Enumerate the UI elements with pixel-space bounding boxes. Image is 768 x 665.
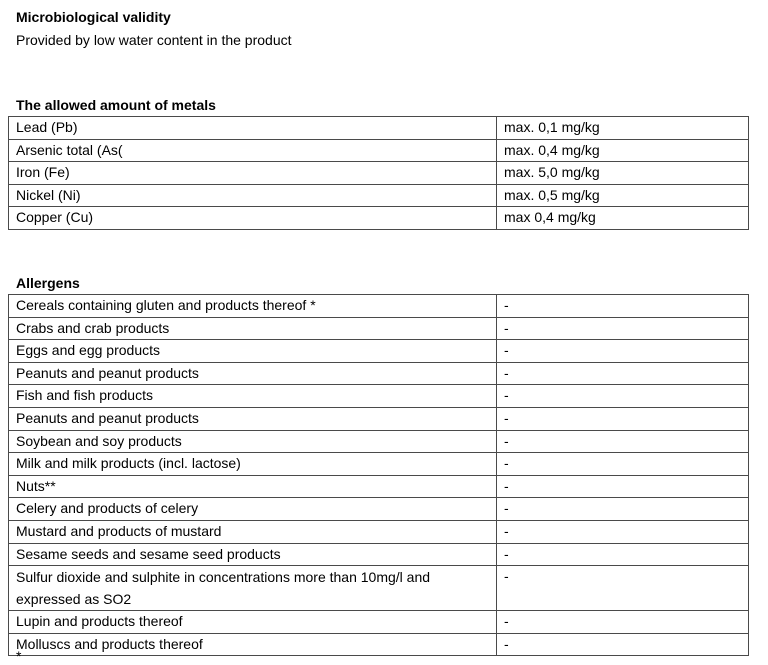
allergen-value: - <box>497 385 749 408</box>
allergen-value: - <box>497 520 749 543</box>
metal-limit: max 0,4 mg/kg <box>497 207 749 230</box>
table-row <box>9 117 749 140</box>
table-row <box>9 520 749 543</box>
table-row <box>9 566 749 611</box>
allergen-value: - <box>497 498 749 521</box>
allergen-value: - <box>497 317 749 340</box>
table-row <box>9 407 749 430</box>
metal-limit: max. 0,1 mg/kg <box>497 117 749 140</box>
allergen-name: Celery and products of celery <box>9 498 497 521</box>
allergen-value: - <box>497 475 749 498</box>
metals-title: The allowed amount of metals <box>16 97 216 113</box>
microbiological-title: Microbiological validity <box>16 9 171 25</box>
allergen-name: Sulfur dioxide and sulphite in concentrations more than 10mg/l and expressed as SO2 <box>9 566 497 611</box>
allergen-name: Soybean and soy products <box>9 430 497 453</box>
allergen-value: - <box>497 453 749 476</box>
table-row <box>9 295 749 318</box>
allergen-name: Lupin and products thereof <box>9 611 497 634</box>
allergen-name: Fish and fish products <box>9 385 497 408</box>
metal-limit: max. 5,0 mg/kg <box>497 162 749 185</box>
allergens-table <box>8 294 749 656</box>
allergen-name: Peanuts and peanut products <box>9 407 497 430</box>
allergen-name: Molluscs and products thereof <box>9 633 497 656</box>
allergen-name: Sesame seeds and sesame seed products <box>9 543 497 566</box>
allergen-value: - <box>497 295 749 318</box>
allergens-title: Allergens <box>16 275 80 291</box>
table-row <box>9 162 749 185</box>
metals-table <box>8 116 749 230</box>
microbiological-text: Provided by low water content in the product <box>16 32 292 48</box>
table-row <box>9 543 749 566</box>
metal-name: Arsenic total (As( <box>9 139 497 162</box>
allergen-value: - <box>497 633 749 656</box>
footnote: * <box>16 648 22 664</box>
allergen-value: - <box>497 430 749 453</box>
table-row <box>9 317 749 340</box>
metal-limit: max. 0,4 mg/kg <box>497 139 749 162</box>
table-row <box>9 611 749 634</box>
allergen-value: - <box>497 340 749 363</box>
allergen-value: - <box>497 566 749 611</box>
allergen-name: Eggs and egg products <box>9 340 497 363</box>
allergen-name: Mustard and products of mustard <box>9 520 497 543</box>
table-row <box>9 362 749 385</box>
allergen-value: - <box>497 407 749 430</box>
metal-name: Nickel (Ni) <box>9 184 497 207</box>
table-row <box>9 385 749 408</box>
metal-name: Lead (Pb) <box>9 117 497 140</box>
table-row <box>9 207 749 230</box>
table-row <box>9 340 749 363</box>
allergen-name: Peanuts and peanut products <box>9 362 497 385</box>
table-row <box>9 139 749 162</box>
allergen-name: Cereals containing gluten and products thereof * <box>9 295 497 318</box>
allergen-name: Milk and milk products (incl. lactose) <box>9 453 497 476</box>
allergen-name: Crabs and crab products <box>9 317 497 340</box>
metal-limit: max. 0,5 mg/kg <box>497 184 749 207</box>
metal-name: Copper (Cu) <box>9 207 497 230</box>
allergen-name: Nuts** <box>9 475 497 498</box>
table-row <box>9 498 749 521</box>
table-row <box>9 184 749 207</box>
allergen-value: - <box>497 362 749 385</box>
table-row <box>9 453 749 476</box>
allergen-value: - <box>497 543 749 566</box>
table-row <box>9 633 749 656</box>
table-row <box>9 475 749 498</box>
table-row <box>9 430 749 453</box>
allergen-value: - <box>497 611 749 634</box>
metal-name: Iron (Fe) <box>9 162 497 185</box>
